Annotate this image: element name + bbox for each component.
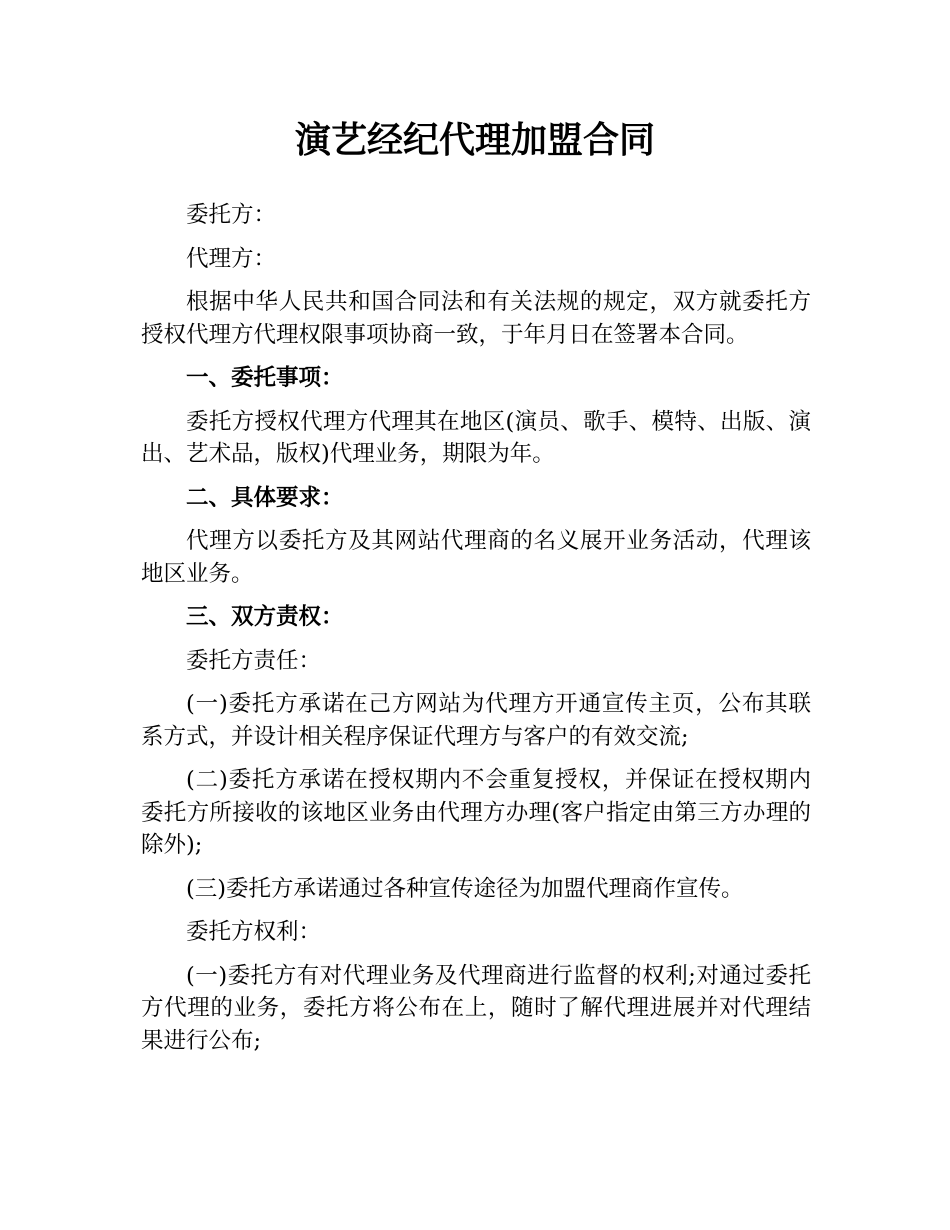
section-heading-rights-responsibilities: 三、双方责权： (186, 604, 344, 630)
principal-responsibilities-label: 委托方责任： (186, 647, 322, 674)
party-principal-line: 委托方： (186, 202, 277, 228)
principal-rights-label: 委托方权利： (186, 919, 322, 945)
responsibility-item-2: (二)委托方承诺在授权期内不会重复授权，并保证在授权期内委托方所接收的该地区业务由代理方办理(客户指定由第三方办理的除外); (141, 767, 811, 858)
document-title: 演艺经纪代理加盟合同 (294, 120, 655, 161)
section-heading-entrusted-matters: 一、委托事项： (186, 365, 344, 391)
rights-item-1: (一)委托方有对代理业务及代理商进行监督的权利;对通过委托方代理的业务，委托方将公布在上，随时了解代理进展并对代理结果进行公布; (141, 962, 811, 1054)
entrusted-matters-paragraph: 委托方授权代理方代理其在地区(演员、歌手、模特、出版、演出、艺术品，版权)代理业务，期限为年。 (141, 408, 811, 467)
party-agent-line: 代理方： (186, 245, 277, 272)
preamble-paragraph: 根据中华人民共和国合同法和有关法规的规定，双方就委托方授权代理方代理权限事项协商一致，于年月日在签署本合同。 (141, 289, 811, 348)
section-heading-requirements: 二、具体要求： (186, 484, 344, 511)
responsibility-item-1: (一)委托方承诺在己方网站为代理方开通宣传主页，公布其联系方式，并设计相关程序保证代理方与客户的有效交流; (141, 691, 811, 750)
requirements-paragraph: 代理方以委托方及其网站代理商的名义展开业务活动，代理该地区业务。 (141, 528, 811, 587)
responsibility-item-3: (三)委托方承诺通过各种宣传途径为加盟代理商作宣传。 (186, 875, 744, 902)
document-body (141, 199, 811, 1068)
